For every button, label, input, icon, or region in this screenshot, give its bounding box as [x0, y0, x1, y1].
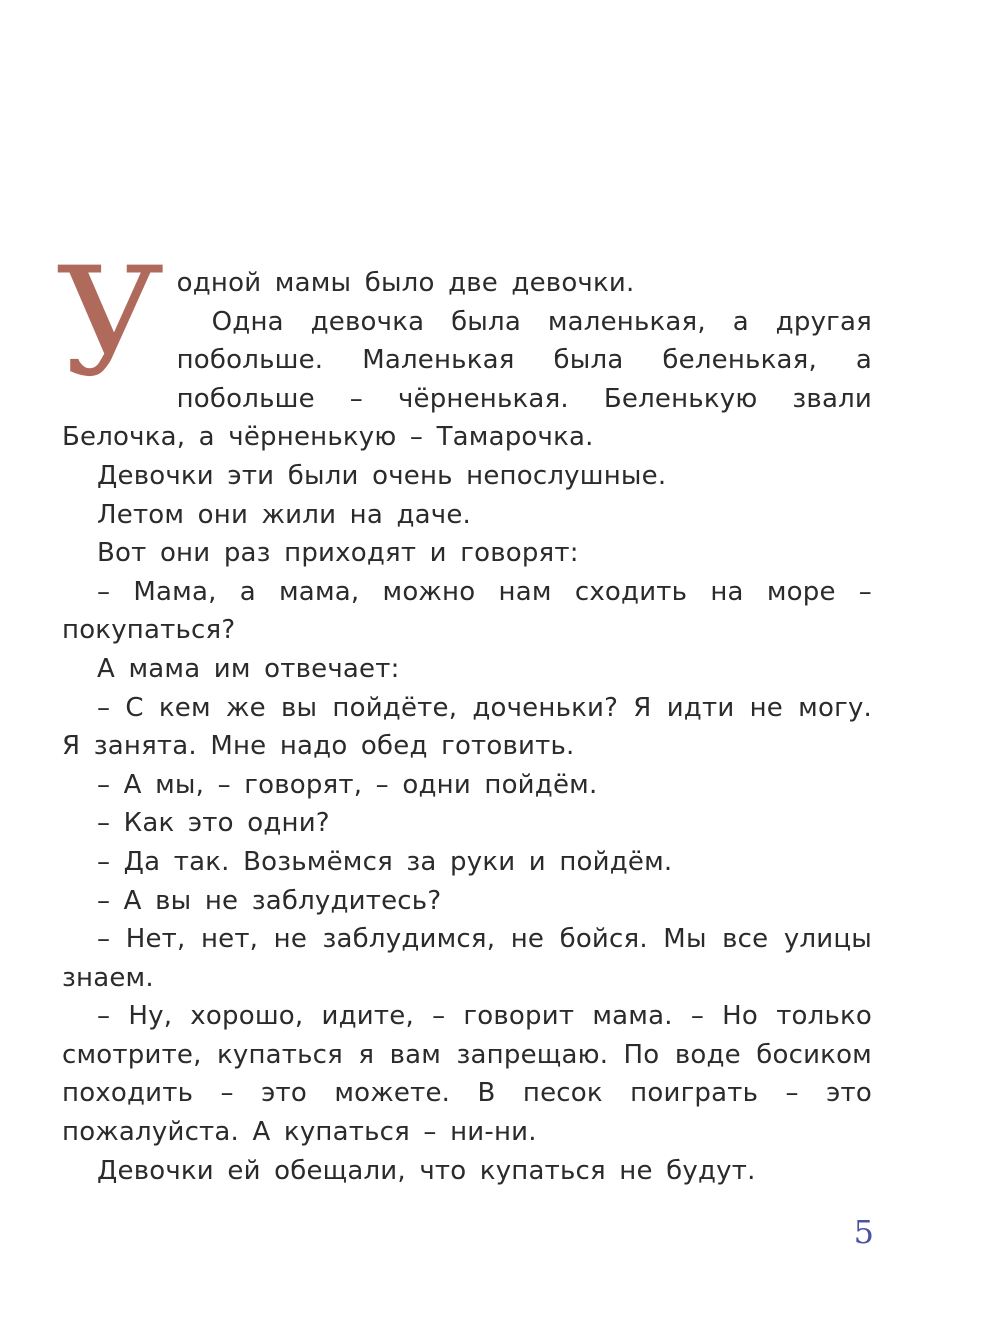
paragraph-4: Летом они жили на даче. [97, 499, 471, 530]
paragraph-10: – Как это одни? [97, 808, 330, 839]
paragraph-5: Вот они раз приходят и говорят: [97, 538, 579, 569]
paragraph-14: – Ну, хорошо, идите, – говорит мама. – Но только смотрите, купаться я вам запрещаю. По воде босиком походить – это можете. В песок поиграть – это пожалуйста. А купаться – ни-ни. [62, 1001, 872, 1148]
paragraph-3: Девочки эти были очень непослушные. [97, 460, 667, 491]
paragraph-1: одной мамы было две девочки. [176, 268, 635, 298]
story-text [56, 236, 872, 1190]
paragraph-9: – А мы, – говорят, – одни пойдём. [97, 769, 598, 800]
paragraph-2: Одна девочка была маленькая, а другая побольше. Маленькая была беленькая, а побольше – чёрненькая. Беленькую звали Белочка, а чёрненькую – Тамарочка. [62, 306, 872, 453]
paragraph-11: – Да так. Возьмёмся за руки и пойдём. [97, 846, 673, 877]
drop-cap-letter: У [56, 236, 165, 410]
paragraph-8: – С кем же вы пойдёте, доченьки? Я идти не могу. Я занята. Мне надо обед готовить. [62, 692, 872, 762]
paragraph-7: А мама им отвечает: [97, 653, 400, 684]
page-number: 5 [853, 1213, 874, 1251]
paragraph-12: – А вы не заблудитесь? [97, 885, 442, 916]
paragraph-13: – Нет, нет, не заблудимся, не бойся. Мы все улицы знаем. [62, 924, 872, 993]
paragraph-15: Девочки ей обещали, что купаться не будут. [97, 1155, 756, 1186]
paragraph-6: – Мама, а мама, можно нам сходить на море – покупаться? [62, 576, 872, 646]
